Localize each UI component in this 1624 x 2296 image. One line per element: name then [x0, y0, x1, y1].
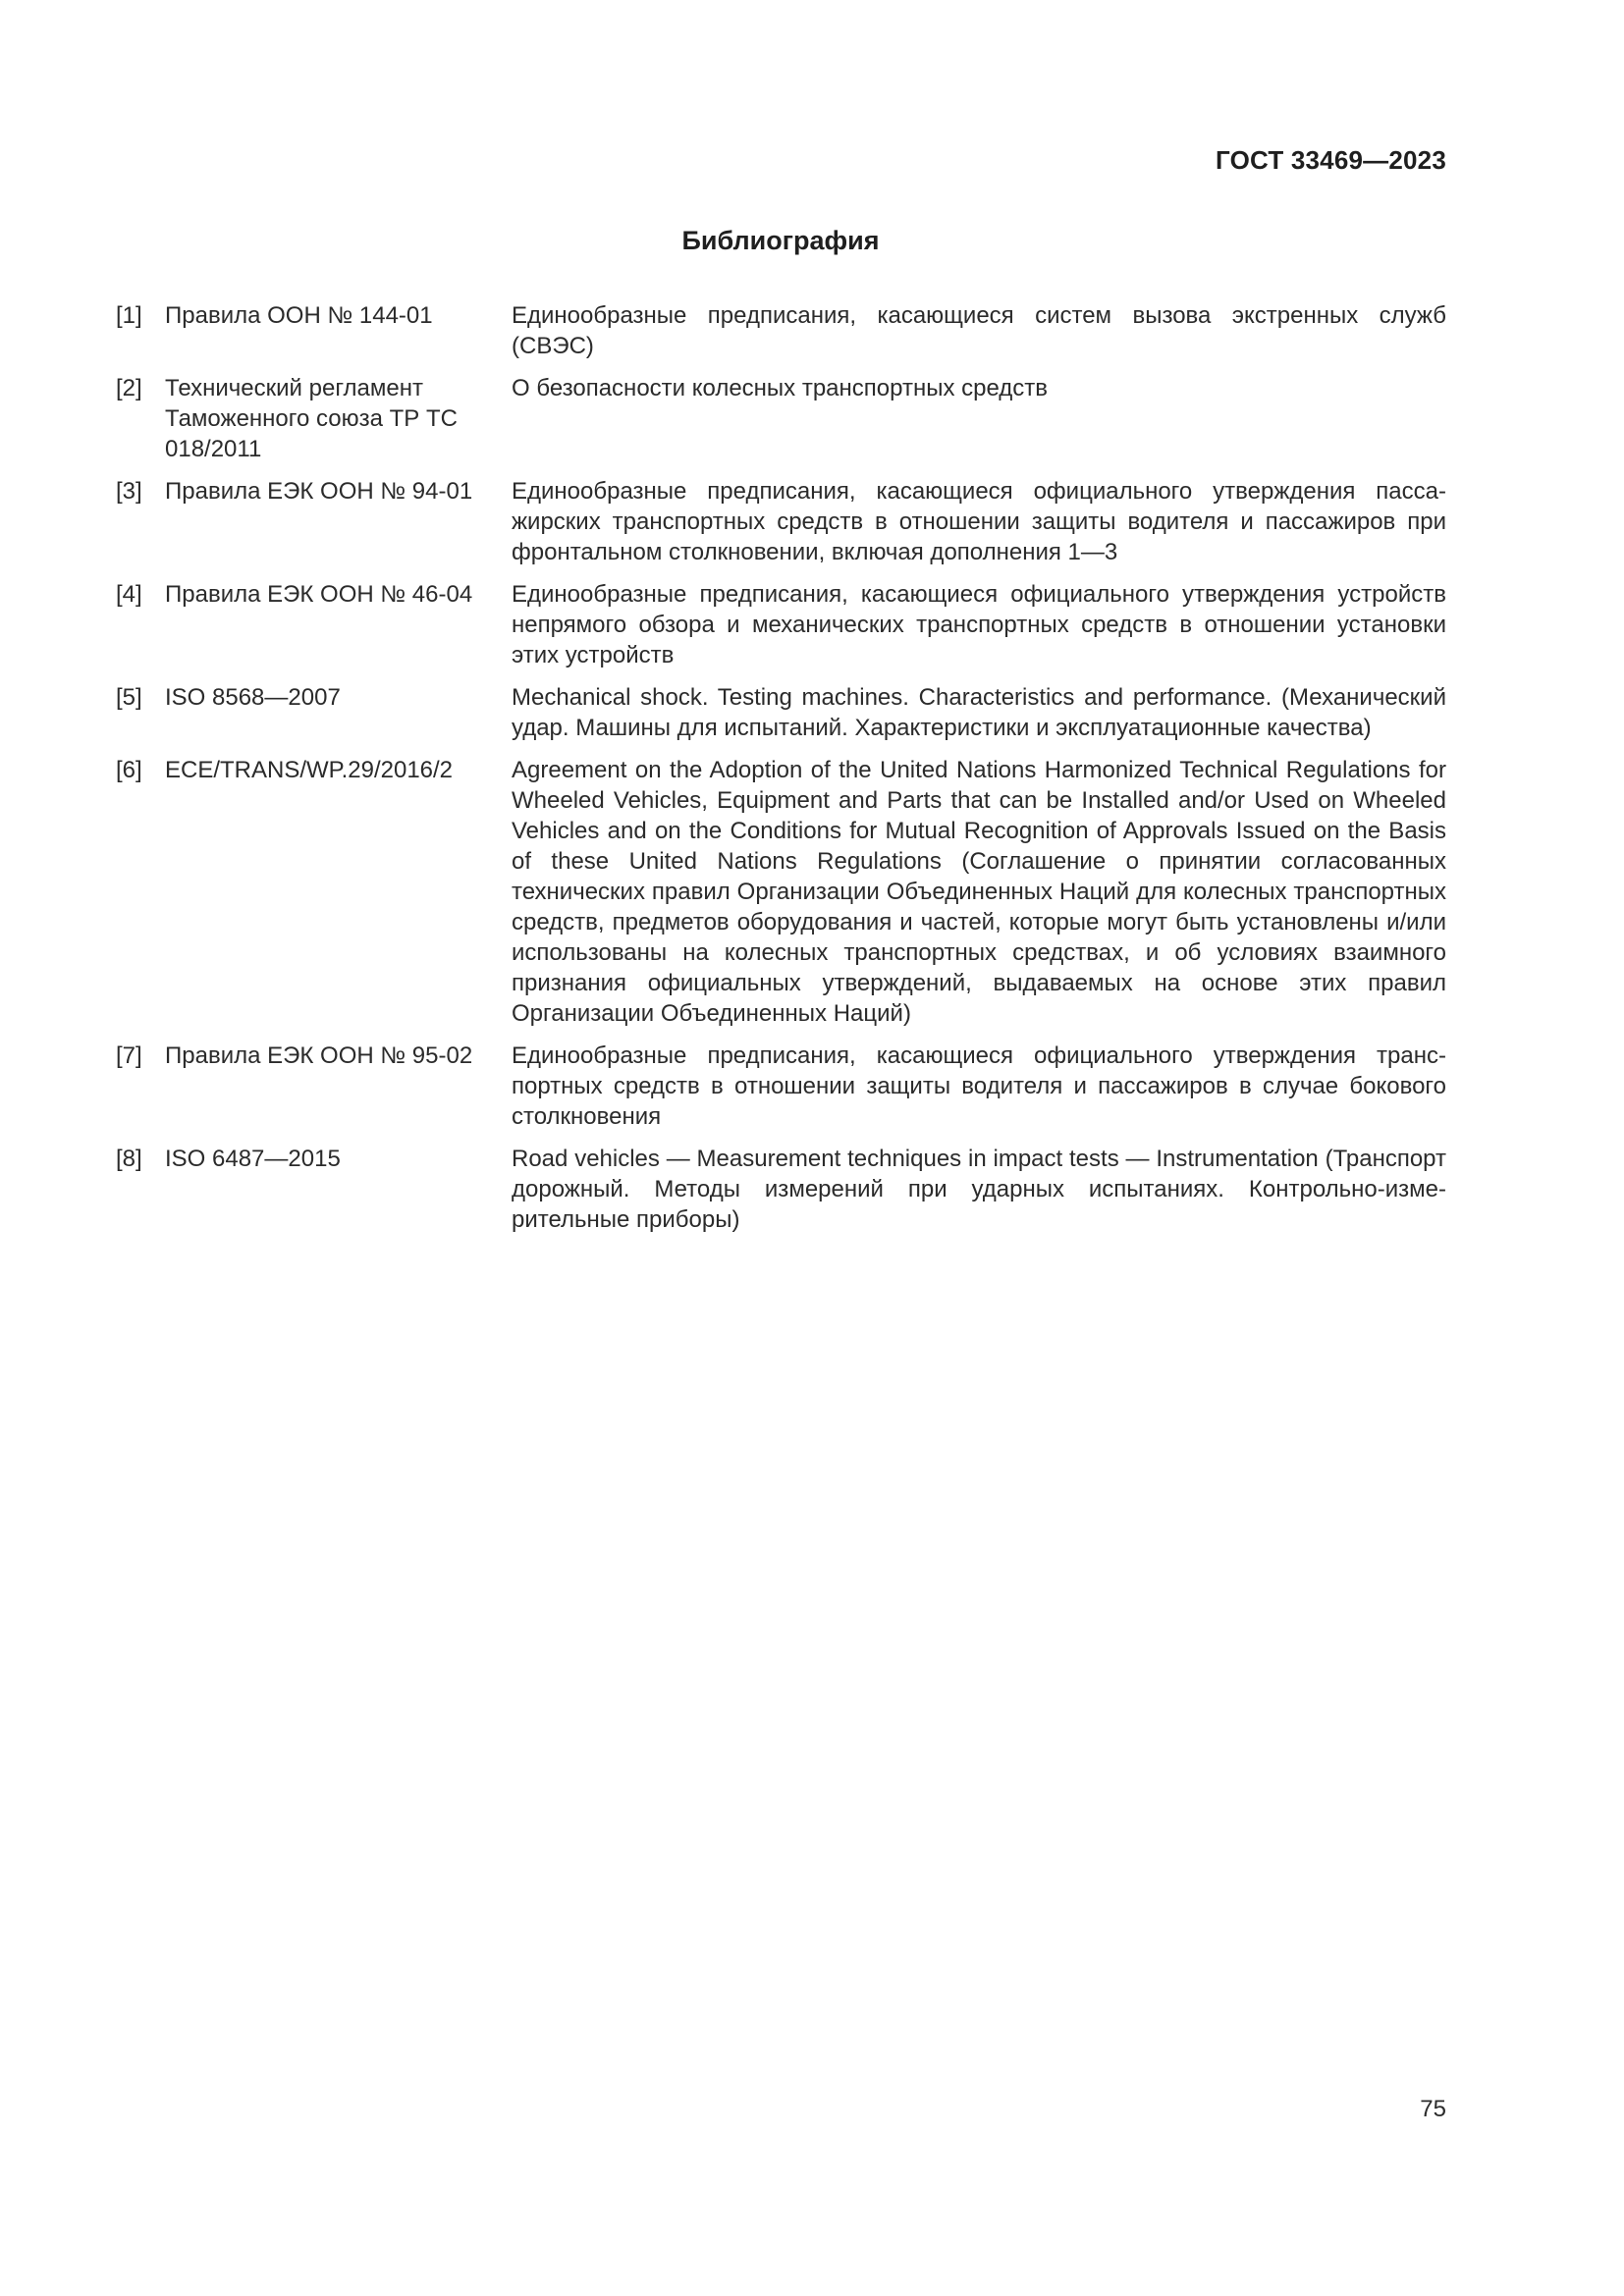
document-code: ГОСТ 33469—2023 [1216, 145, 1446, 175]
entry-source: Правила ЕЭК ООН № 46-04 [165, 581, 473, 608]
entry-source: Правила ЕЭК ООН № 94-01 [165, 478, 473, 505]
entry-title: Agreement on the Adoption of the United Nations Harmonized Technical Regulations for Wheeled Vehicles, Equipment and Parts that can be Installed and/or Used on Wheeled Vehicles and on the Conditions for Mutual Recognition of Approvals Issued on the Basis of these United Nations Regulations (Соглашение о принятии согласованных технических правил Организации Объединенных Наций для колесных транспортных средств, предметов оборудования и частей, которые могут быть установлены и/или использованы на колесных транспортных средствах, и об условиях взаимного признания официальных утверждений, выдаваемых на основе этих правил Организации Объединенных Наций) [512, 757, 1446, 1027]
bibliography-entry [116, 755, 1446, 1029]
entry-number: [1] [116, 302, 142, 329]
entry-title: Единообразные предписания, касающиеся официального утверждения устройств непрямого обзора и механических транспортных средств в отношении установки этих устройств [512, 581, 1446, 668]
bibliography-entry [116, 1144, 1446, 1235]
entry-source: Правила ЕЭК ООН № 95-02 [165, 1042, 473, 1069]
bibliography-entry [116, 373, 1446, 464]
bibliography-entry [116, 300, 1446, 361]
bibliography-entry [116, 579, 1446, 670]
entry-number: [8] [116, 1146, 142, 1172]
entry-number: [2] [116, 375, 142, 401]
entry-number: [4] [116, 581, 142, 608]
entry-title: Road vehicles — Measurement techniques in impact tests — Instrumentation (Транспорт дорожный. Методы измерений при ударных испытаниях. Контрольно-измерительные приборы) [512, 1146, 1446, 1233]
entry-source: ECE/TRANS/WP.29/2016/2 [165, 757, 454, 783]
bibliography-entry [116, 682, 1446, 743]
entry-source: ISO 8568—2007 [165, 684, 341, 711]
entry-title: Единообразные предписания, касающиеся официального утверждения пассажирских транспортных средств в отношении защиты водителя и пассажиров при фронтальном столкновении, включая дополнения 1—3 [512, 478, 1446, 565]
bibliography-entry [116, 1041, 1446, 1132]
page-number: 75 [1420, 2096, 1446, 2122]
entry-source: Технический регламент Таможенного союза ТР ТС 018/2011 [165, 375, 458, 462]
section-title: Библиография [681, 226, 880, 255]
bibliography-entry [116, 476, 1446, 567]
entry-title: Mechanical shock. Testing machines. Characteristics and performance. (Механический удар. Машины для испытаний. Характеристики и эксплуатационные качества) [512, 684, 1446, 741]
entry-title: О безопасности колесных транспортных средств [512, 375, 1049, 401]
entry-number: [6] [116, 757, 142, 783]
entry-source: ISO 6487—2015 [165, 1146, 341, 1172]
entry-number: [7] [116, 1042, 142, 1069]
bibliography-list [116, 300, 1446, 1247]
entry-title: Единообразные предписания, касающиеся систем вызова экстренных служб (СВЭС) [512, 302, 1446, 359]
entry-number: [3] [116, 478, 142, 505]
entry-source: Правила ООН № 144-01 [165, 302, 433, 329]
entry-number: [5] [116, 684, 142, 711]
entry-title: Единообразные предписания, касающиеся официального утверждения транспортных средств в отношении защиты водителя и пассажиров в случае бокового столкновения [512, 1042, 1446, 1130]
